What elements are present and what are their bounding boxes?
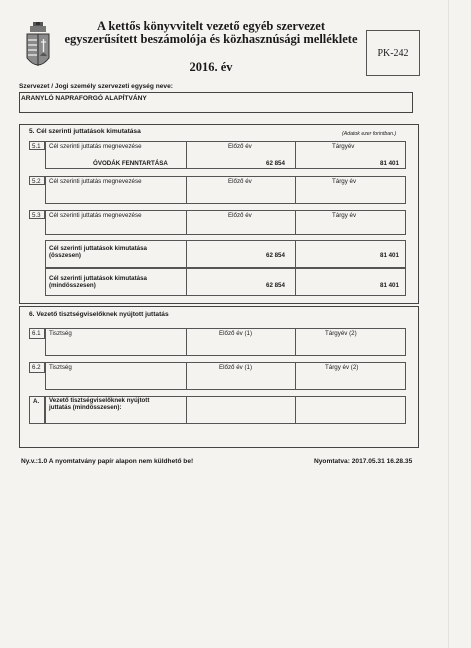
row-6-1-prev-header: Előző év (1) — [219, 330, 253, 337]
row-6-2-number: 6.2 — [32, 364, 41, 371]
section-6-title: 6. Vezető tisztségviselőknek nyújtott juttatás — [29, 311, 169, 318]
row-6-1-label: Tisztség — [49, 330, 72, 337]
total-5-sum-label-1: Cél szerinti juttatások kimutatása — [49, 245, 147, 252]
form-code-box — [366, 30, 420, 76]
total-6-label-1: Vezető tisztségviselőknek nyújtott — [49, 397, 150, 404]
total-5-grand-label-2: (mindösszesen) — [49, 282, 96, 289]
row-5-1-prev-header: Előző év — [228, 143, 252, 150]
total-5-sum-prev-value: 62 854 — [266, 252, 285, 259]
total-5-grand-label-1: Cél szerinti juttatások kimutatása — [49, 275, 147, 282]
section-5-title: 5. Cél szerinti juttatások kimutatása — [29, 128, 141, 135]
title-line-2: egyszerűsített beszámolója és közhasznúsági melléklete — [64, 32, 358, 46]
row-5-1-curr-value: 81 401 — [380, 160, 399, 167]
total-5-sum-curr-value: 81 401 — [380, 252, 399, 259]
org-label: Szervezet / Jogi személy szervezeti egység neve: — [19, 83, 173, 90]
row-5-3-number: 5.3 — [32, 212, 41, 219]
coat-of-arms-icon — [24, 22, 52, 74]
row-5-1-number: 5.1 — [32, 143, 41, 150]
row-5-1-name: ÓVODÁK FENNTARTÁSA — [93, 160, 168, 167]
row-5-2-curr-header: Tárgy év — [332, 178, 357, 185]
row-5-1-curr-header: Tárgyév — [332, 143, 355, 150]
report-year: 2016. év — [189, 60, 233, 74]
total-6-label-2: juttatás (mindösszesen): — [49, 404, 122, 411]
total-6-prev-cell — [186, 396, 296, 424]
footer-version-note: Ny.v.:1.0 A nyomtatvány papír alapon nem küldhető be! — [21, 458, 194, 465]
total-6-number: A. — [33, 398, 40, 405]
row-6-2-curr-header: Tárgy év (2) — [325, 364, 359, 371]
org-name: ARANYLÓ NAPRAFORGÓ ALAPÍTVÁNY — [21, 95, 147, 102]
document-title — [62, 20, 360, 46]
total-5-sum-label-2: (összesen) — [49, 252, 81, 259]
row-5-1-prev-value: 62 854 — [266, 160, 285, 167]
total-5-grand-prev-value: 62 854 — [266, 282, 285, 289]
row-5-2-number: 5.2 — [32, 178, 41, 185]
row-6-2-label: Tisztség — [49, 364, 72, 371]
section-5-note: (Adatok ezer forintban.) — [342, 131, 397, 137]
row-5-3-label: Cél szerinti juttatás megnevezése — [49, 212, 142, 219]
scan-edge-line — [448, 0, 449, 648]
title-line-1: A kettős könyvvitelt vezető egyéb szervezet — [96, 19, 326, 33]
row-5-2-prev-header: Előző év — [228, 178, 252, 185]
row-6-1-number: 6.1 — [32, 330, 41, 337]
row-5-3-curr-header: Tárgy év — [332, 212, 357, 219]
row-5-1-label: Cél szerinti juttatás megnevezése — [49, 143, 142, 150]
footer-print-timestamp: Nyomtatva: 2017.05.31 16.28.35 — [314, 458, 413, 465]
row-6-1-curr-header: Tárgyév (2) — [325, 330, 357, 337]
total-5-grand-curr-value: 81 401 — [380, 282, 399, 289]
row-5-3-prev-header: Előző év — [228, 212, 252, 219]
row-5-2-label: Cél szerinti juttatás megnevezése — [49, 178, 142, 185]
row-6-2-prev-header: Előző év (1) — [219, 364, 253, 371]
org-name-field — [19, 92, 413, 113]
form-code: PK-242 — [377, 47, 409, 59]
